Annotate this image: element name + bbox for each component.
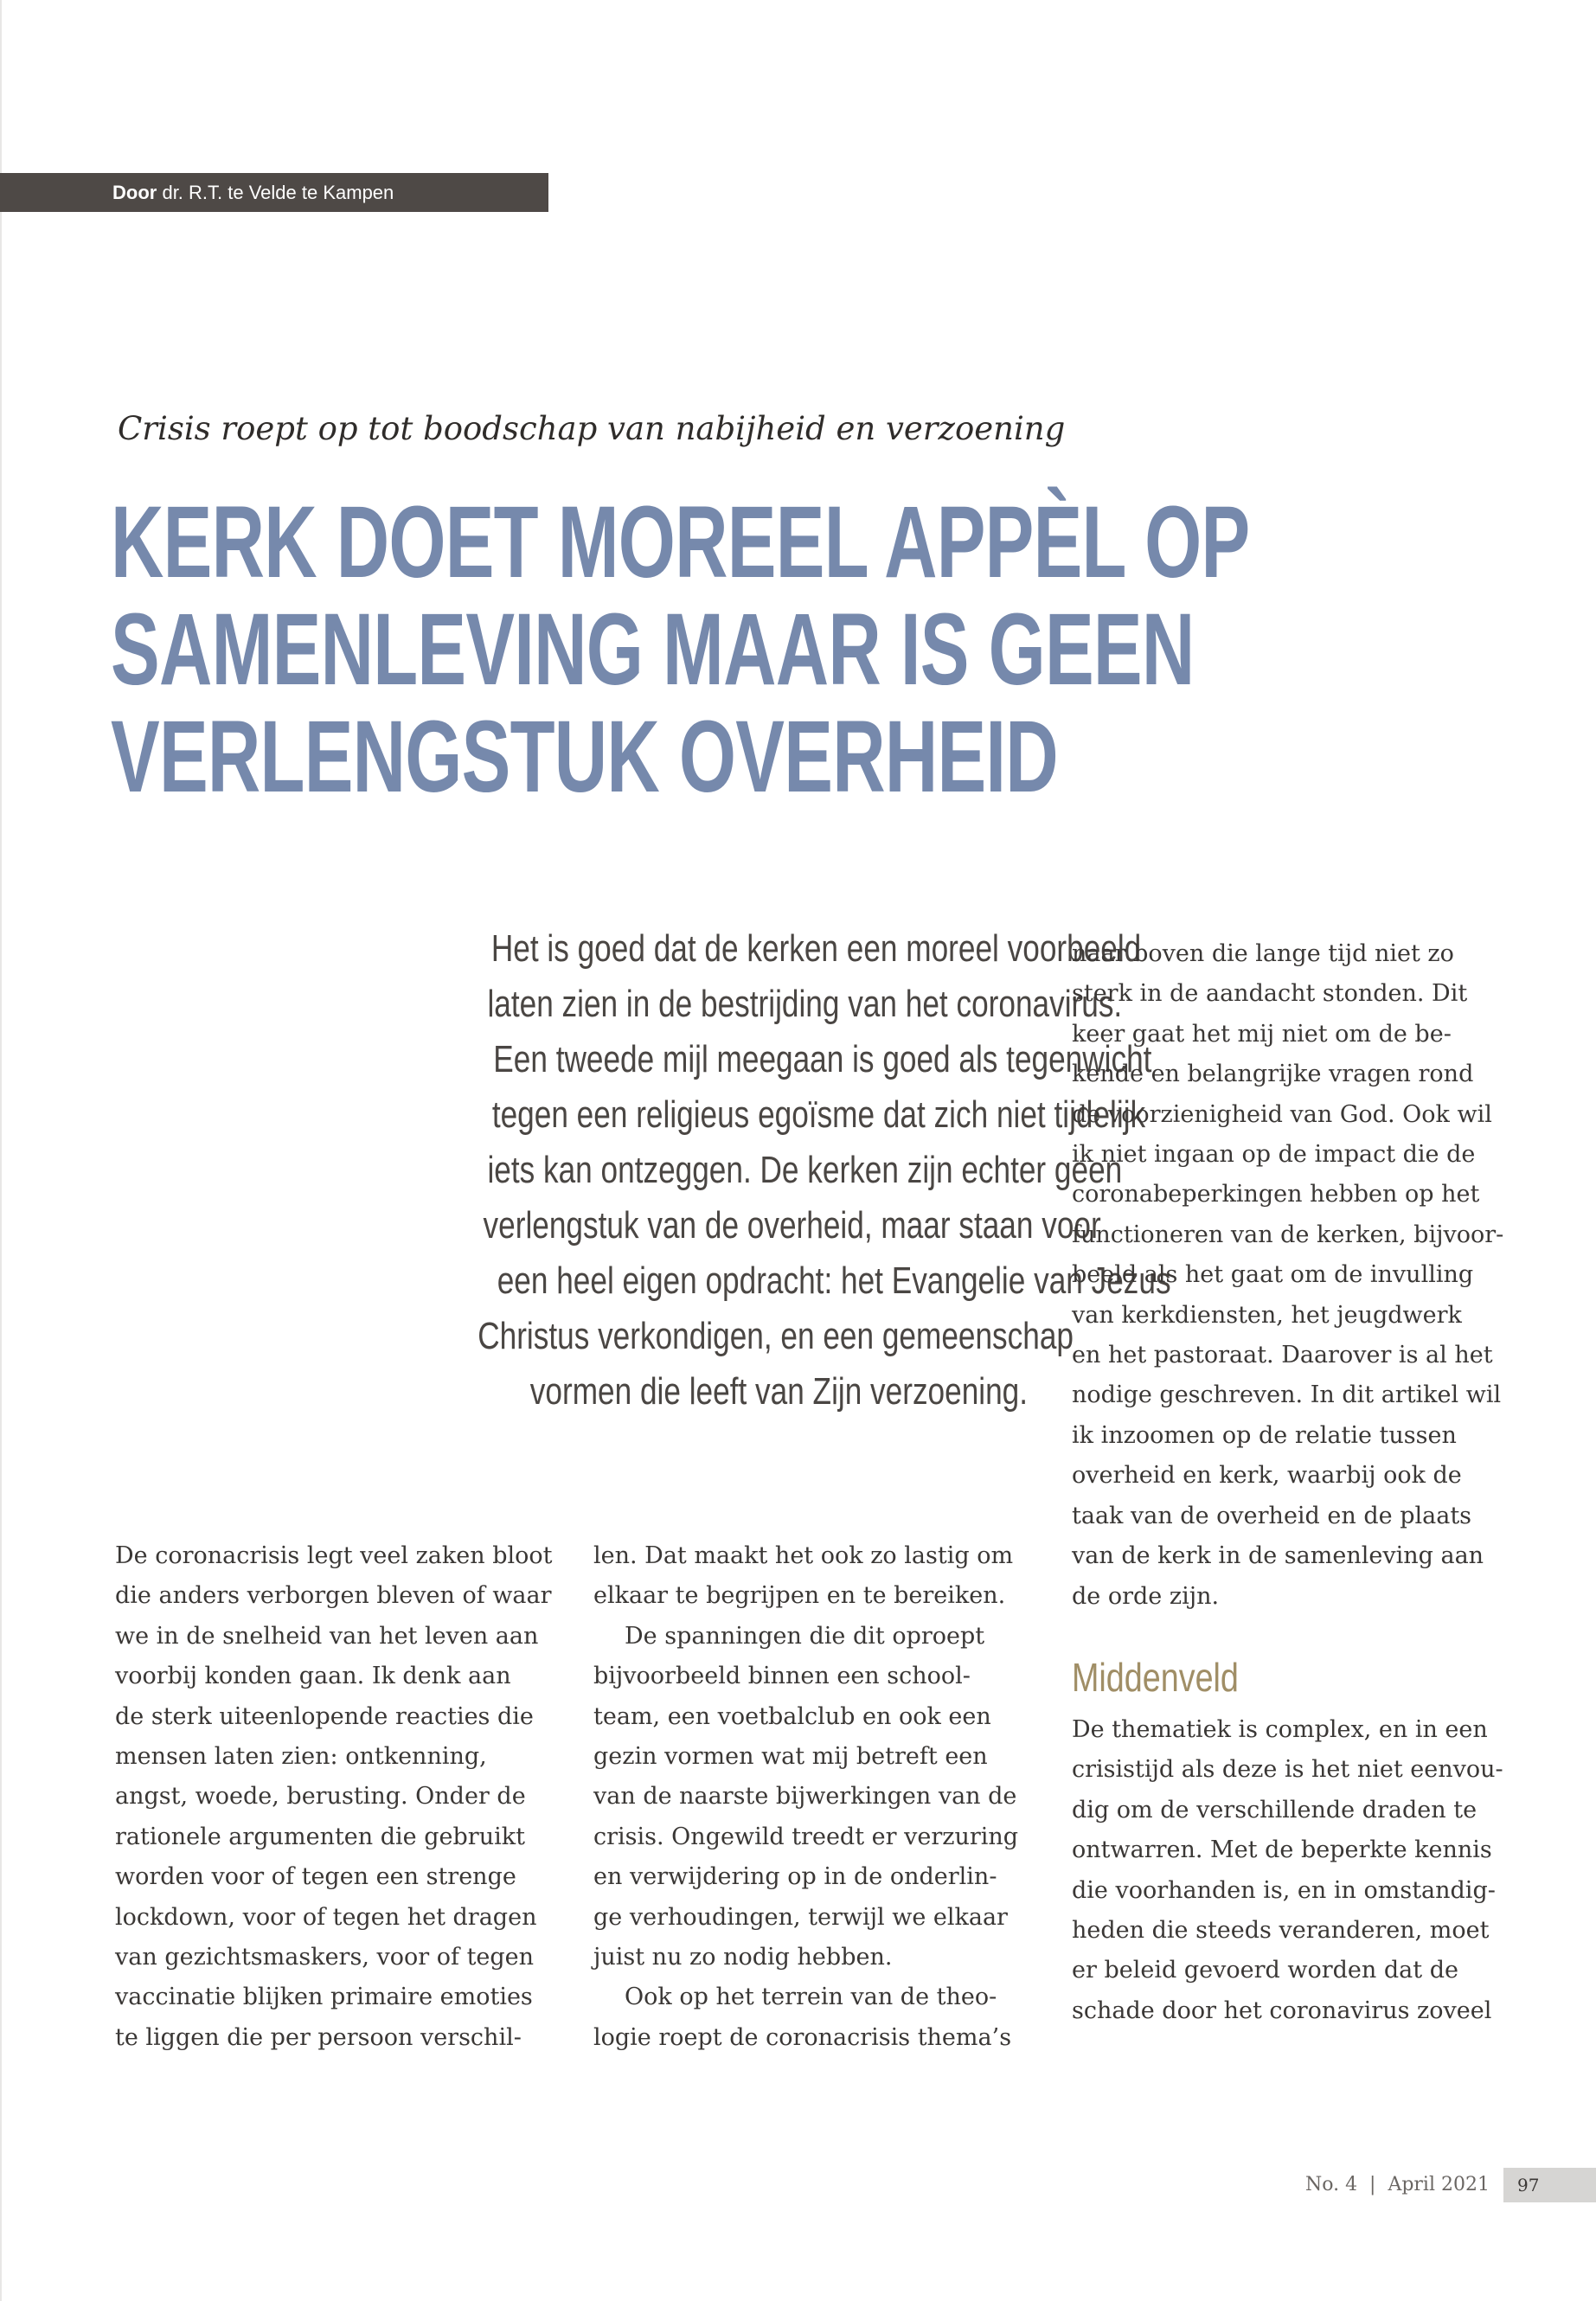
page-number: 97: [1503, 2168, 1596, 2202]
body-line: nodige geschreven. In dit artikel wil: [1072, 1381, 1502, 1409]
body-line: len. Dat maakt het ook zo lastig om: [593, 1542, 1014, 1569]
body-line: Ook op het terrein van de theo-: [625, 1984, 997, 2011]
body-line: van kerkdiensten, het jeugdwerk: [1072, 1301, 1462, 1329]
body-line: taak van de overheid en de plaats: [1072, 1502, 1472, 1529]
headline-line: KERK DOET MOREEL APPÈL OP: [111, 485, 1250, 599]
article-headline: [111, 485, 1581, 814]
body-line: die voorhanden is, en in omstandig-: [1072, 1876, 1496, 1904]
body-line: worden voor of tegen een strenge: [115, 1863, 516, 1891]
body-line: we in de snelheid van het leven aan: [115, 1622, 539, 1650]
headline-line: SAMENLEVING MAAR IS GEEN: [111, 593, 1195, 707]
body-line: coronabeperkingen hebben op het: [1072, 1181, 1480, 1208]
body-line: beeld als het gaat om de invulling: [1072, 1261, 1474, 1289]
page-edge: [0, 0, 2, 2301]
body-line: en het pastoraat. Daarover is al het: [1072, 1342, 1493, 1369]
body-line: naar boven die lange tijd niet zo: [1072, 940, 1454, 967]
body-line: de orde zijn.: [1072, 1582, 1220, 1610]
body-column-3: [1072, 934, 1522, 2031]
article-kicker: Crisis roept op tot boodschap van nabijheid en verzoening: [118, 410, 1066, 447]
body-line: De spanningen die dit oproept: [625, 1622, 985, 1650]
body-line: elkaar te begrijpen en te bereiken.: [593, 1582, 1006, 1610]
body-line: logie roept de coronacrisis thema’s: [593, 2023, 1012, 2051]
body-line: angst, woede, berusting. Onder de: [115, 1783, 526, 1811]
body-line: de sterk uiteenlopende reacties die: [115, 1702, 534, 1730]
lede-line: tegen een religieus egoïsme dat zich niet tijdelijk: [491, 1093, 1146, 1136]
body-line: juist nu zo nodig hebben.: [593, 1944, 893, 1971]
body-line: van de kerk in de samenleving aan: [1072, 1542, 1484, 1570]
lede-line: iets kan ontzeggen. De kerken zijn echter geen: [487, 1149, 1123, 1191]
body-line: mensen laten zien: ontkenning,: [115, 1743, 487, 1771]
body-line: keer gaat het mij niet om de be-: [1072, 1020, 1452, 1048]
body-line: schade door het coronavirus zoveel: [1072, 1997, 1492, 2024]
lede-line: een heel eigen opdracht: het Evangelie van Jezus: [497, 1259, 1171, 1302]
article-lede: [329, 921, 1171, 1420]
body-column-1: [115, 1536, 565, 2058]
body-line: De coronacrisis legt veel zaken bloot: [115, 1542, 553, 1569]
body-line: crisistijd als deze is het niet eenvou-: [1072, 1756, 1503, 1784]
body-line: van de naarste bijwerkingen van de: [593, 1783, 1017, 1811]
lede-line: vormen die leeft van Zijn verzoening.: [529, 1370, 1028, 1413]
body-line: ge verhoudingen, terwijl we elkaar: [593, 1903, 1008, 1931]
body-line: rationele argumenten die gebruikt: [115, 1823, 525, 1850]
body-line: te liggen die per persoon verschil-: [115, 2023, 522, 2051]
lede-line: laten zien in de bestrijding van het coronavirus.: [487, 983, 1123, 1025]
lede-line: Een tweede mijl meegaan is goed als tegenwicht: [493, 1038, 1152, 1080]
body-line: vaccinatie blijken primaire emoties: [115, 1984, 533, 2011]
body-line: sterk in de aandacht stonden. Dit: [1072, 980, 1468, 1008]
author-bar: [0, 173, 548, 212]
body-line: bijvoorbeeld binnen een school-: [593, 1663, 971, 1690]
issue-info: No. 4 | April 2021: [1304, 2174, 1490, 2195]
body-line: van gezichtsmaskers, voor of tegen: [115, 1944, 535, 1971]
author-name: dr. R.T. te Velde te Kampen: [162, 182, 394, 203]
section-subheading: Middenveld: [1072, 1654, 1239, 1700]
body-line: kende en belangrijke vragen rond: [1072, 1061, 1474, 1088]
body-line: en verwijdering op in de onderlin-: [593, 1863, 997, 1891]
body-line: team, een voetbalclub en ook een: [593, 1702, 991, 1730]
lede-line: Christus verkondigen, en een gemeenschap: [478, 1315, 1074, 1357]
body-line: dig om de verschillende draden te: [1072, 1796, 1477, 1823]
body-line: de voorzienigheid van God. Ook wil: [1072, 1100, 1492, 1128]
body-line: er beleid gevoerd worden dat de: [1072, 1957, 1458, 1984]
body-line: ik inzoomen op de relatie tussen: [1072, 1421, 1457, 1449]
body-line: heden die steeds veranderen, moet: [1072, 1916, 1490, 1944]
lede-line: Het is goed dat de kerken een moreel voorbeeld: [490, 927, 1142, 970]
body-line: ik niet ingaan op de impact die de: [1072, 1141, 1476, 1169]
body-line: ontwarren. Met de beperkte kennis: [1072, 1836, 1492, 1864]
body-line: die anders verborgen bleven of waar: [115, 1582, 552, 1610]
author-prefix: Door: [112, 182, 157, 203]
body-line: lockdown, voor of tegen het dragen: [115, 1903, 537, 1931]
body-line: voorbij konden gaan. Ik denk aan: [115, 1663, 511, 1690]
body-line: De thematiek is complex, en in een: [1072, 1715, 1488, 1743]
body-line: functioneren van de kerken, bijvoor-: [1072, 1221, 1504, 1248]
body-line: gezin vormen wat mij betreft een: [593, 1743, 988, 1771]
body-column-2: [593, 1536, 1043, 2058]
headline-line: VERLENGSTUK OVERHEID: [111, 700, 1058, 814]
lede-line: verlengstuk van de overheid, maar staan voor: [483, 1204, 1101, 1247]
body-line: crisis. Ongewild treedt er verzuring: [593, 1823, 1019, 1850]
body-line: overheid en kerk, waarbij ook de: [1072, 1462, 1462, 1490]
